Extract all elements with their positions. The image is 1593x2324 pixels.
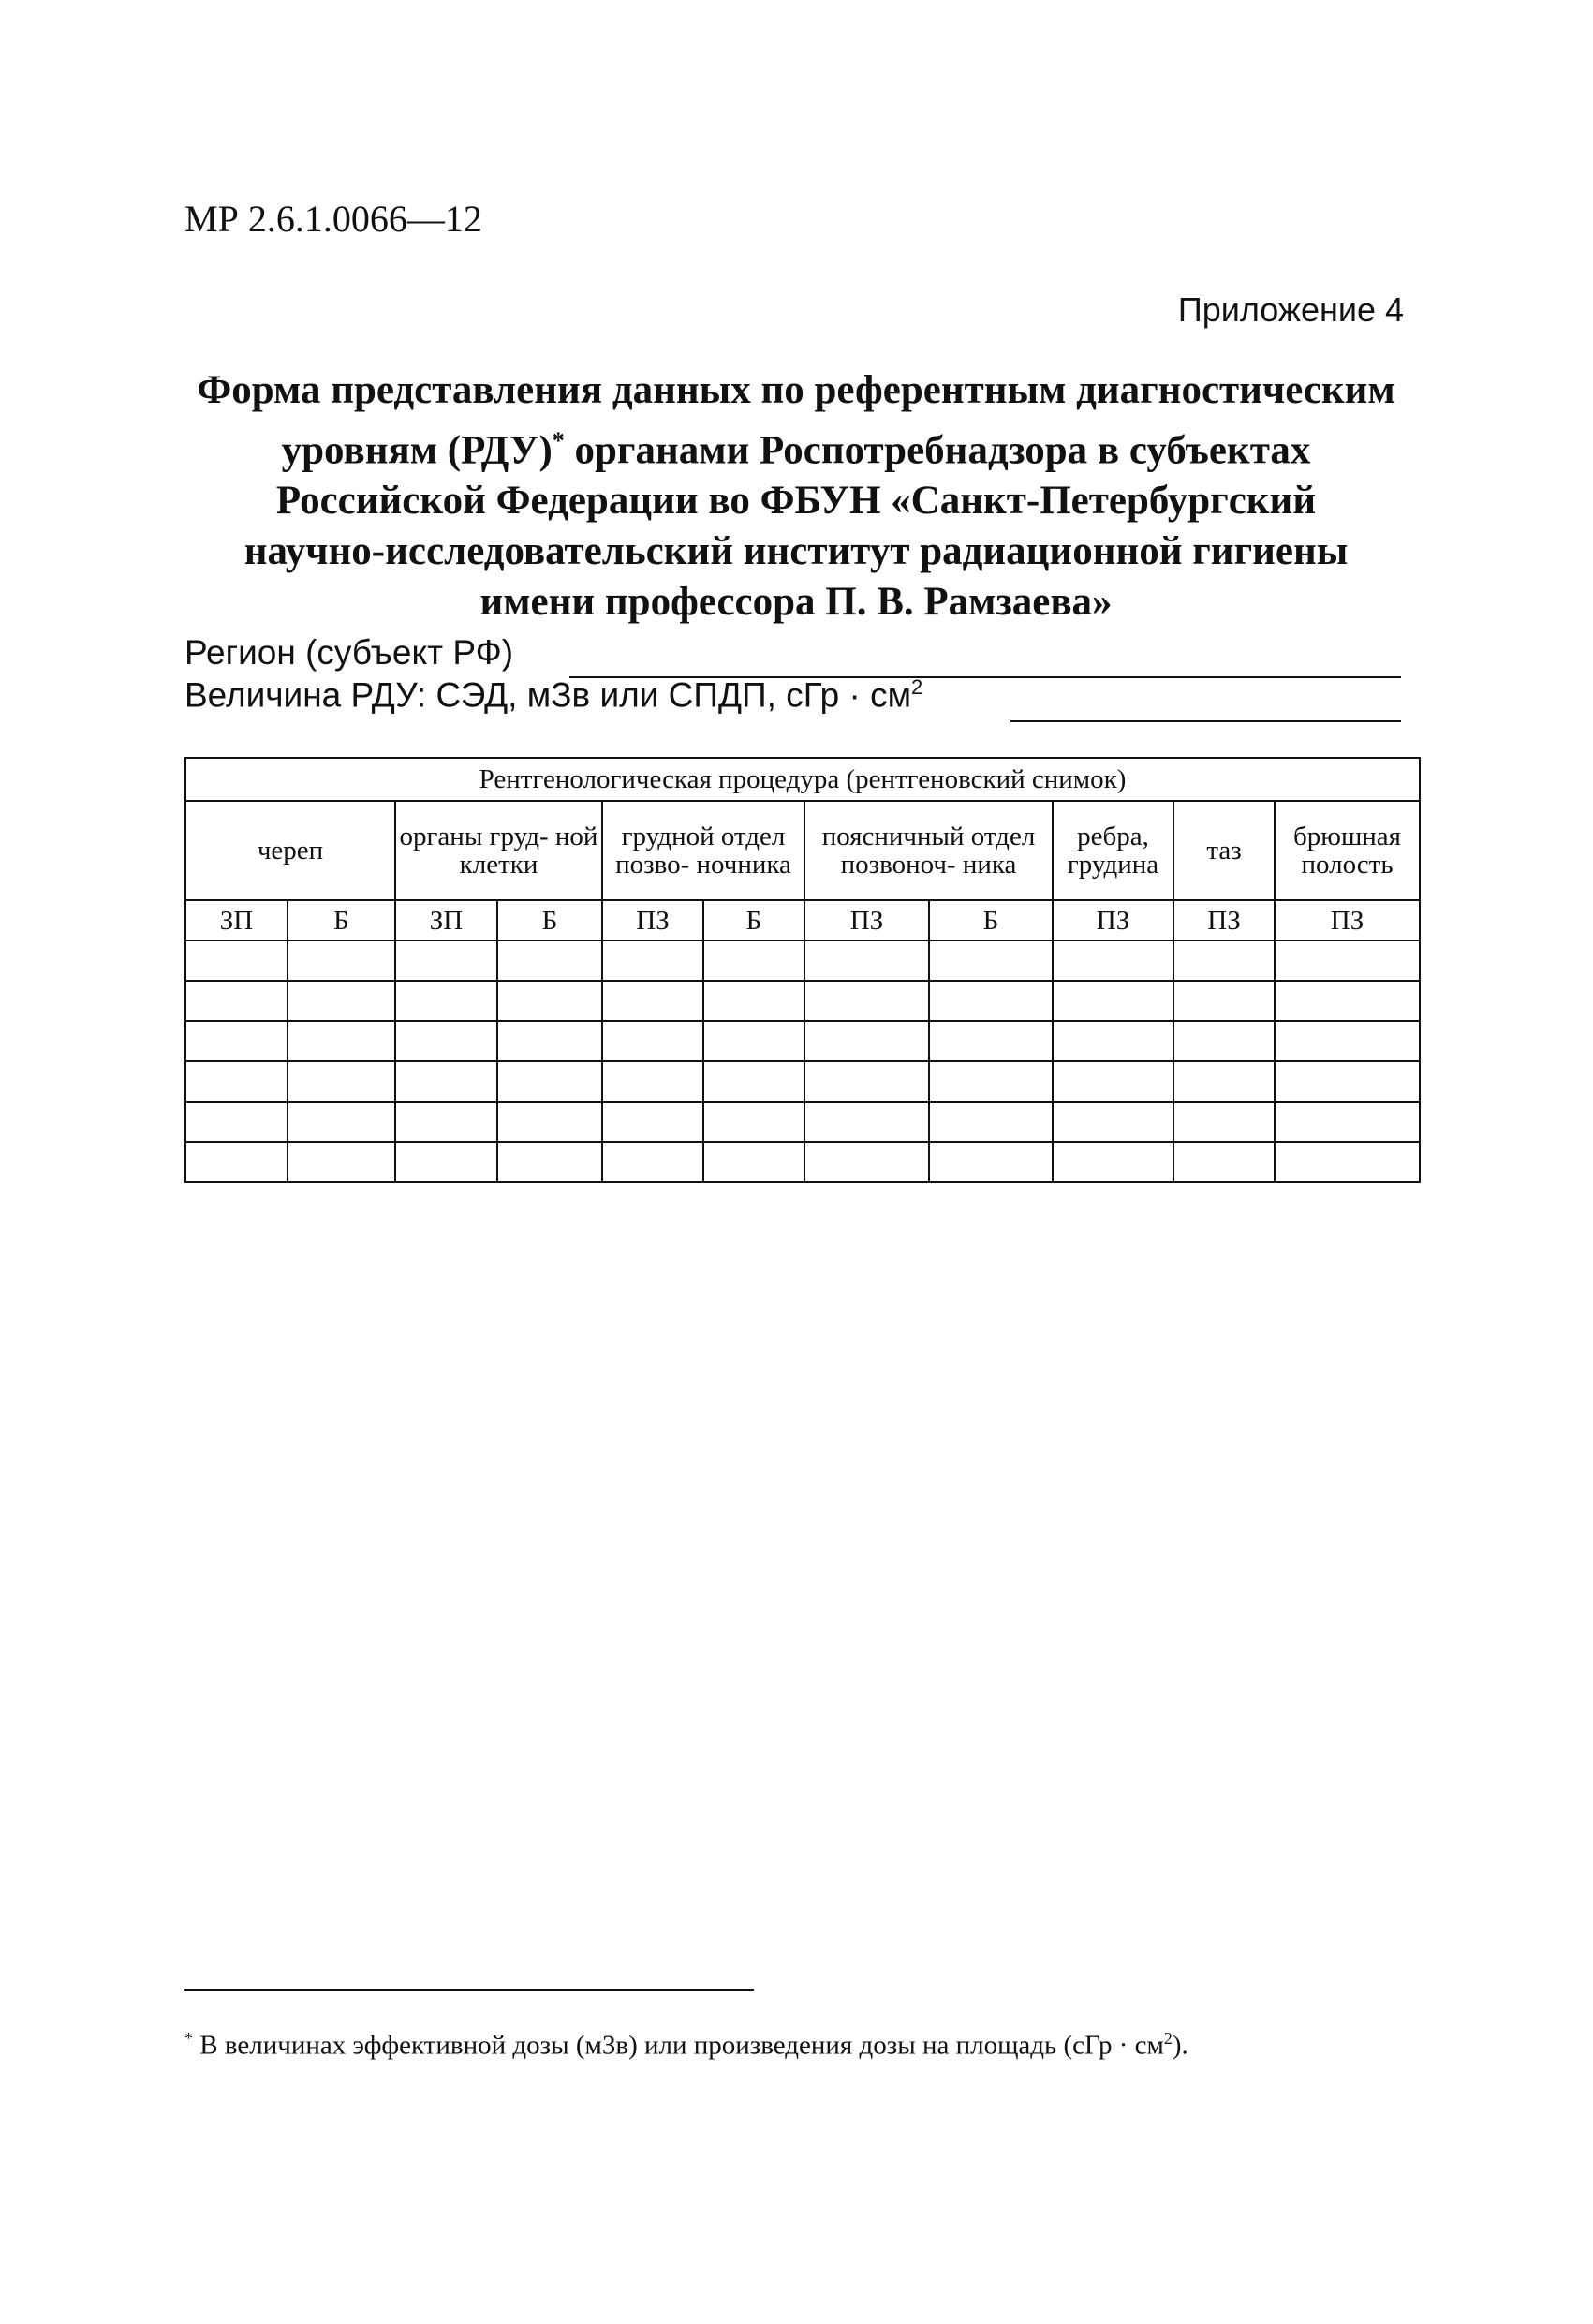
title-line-1: Форма представления данных по референтным диагностическим — [197, 368, 1395, 412]
entry-cell[interactable] — [1275, 1021, 1420, 1061]
entry-cell[interactable] — [288, 1021, 395, 1061]
entry-cell[interactable] — [929, 1021, 1053, 1061]
table-row — [185, 1102, 1420, 1142]
entry-cell[interactable] — [929, 1061, 1053, 1102]
table-row — [185, 940, 1420, 981]
entry-cell[interactable] — [602, 1102, 703, 1142]
projection-cell: ПЗ — [602, 900, 703, 940]
document-code: МР 2.6.1.0066—12 — [184, 198, 482, 240]
entry-cell[interactable] — [602, 1021, 703, 1061]
entry-cell[interactable] — [1173, 1142, 1275, 1182]
category-cell: таз — [1173, 801, 1275, 900]
entry-cell[interactable] — [703, 1102, 804, 1142]
projection-cell: ПЗ — [1275, 900, 1420, 940]
footnote-sup: 2 — [1163, 2029, 1173, 2048]
entry-cell[interactable] — [804, 1102, 929, 1142]
entry-cell[interactable] — [395, 1102, 497, 1142]
entry-cell[interactable] — [602, 940, 703, 981]
projection-row — [185, 900, 1420, 940]
entry-cell[interactable] — [395, 1021, 497, 1061]
title-line-2 — [169, 416, 1423, 476]
entry-cell[interactable] — [929, 1102, 1053, 1142]
category-cell: брюшная полость — [1275, 801, 1420, 900]
entry-cell[interactable] — [1275, 1061, 1420, 1102]
entry-cell[interactable] — [1275, 1102, 1420, 1142]
entry-cell[interactable] — [929, 940, 1053, 981]
entry-cell[interactable] — [497, 940, 602, 981]
table-header-cell: Рентгенологическая процедура (рентгеновский снимок) — [185, 758, 1420, 801]
entry-cell[interactable] — [185, 1061, 288, 1102]
entry-cell[interactable] — [1053, 1021, 1173, 1061]
entry-cell[interactable] — [602, 1142, 703, 1182]
entry-cell[interactable] — [497, 1142, 602, 1182]
entry-cell[interactable] — [929, 981, 1053, 1021]
entry-cell[interactable] — [703, 940, 804, 981]
entry-cell[interactable] — [395, 1061, 497, 1102]
entry-cell[interactable] — [929, 1142, 1053, 1182]
projection-cell: ПЗ — [1053, 900, 1173, 940]
rdu-label-text: Величина РДУ: СЭД, мЗв или СПДП, сГр · см — [184, 675, 912, 715]
category-cell: ребра, грудина — [1053, 801, 1173, 900]
entry-cell[interactable] — [288, 940, 395, 981]
projection-cell: Б — [929, 900, 1053, 940]
entry-cell[interactable] — [1053, 1102, 1173, 1142]
entry-cell[interactable] — [1173, 1061, 1275, 1102]
entry-cell[interactable] — [395, 1142, 497, 1182]
category-row — [185, 801, 1420, 900]
entry-cell[interactable] — [185, 1021, 288, 1061]
projection-cell: Б — [497, 900, 602, 940]
form-title — [169, 365, 1423, 628]
entry-cell[interactable] — [288, 1061, 395, 1102]
footnote-rule — [184, 1989, 754, 1991]
projection-cell: ЗП — [185, 900, 288, 940]
entry-cell[interactable] — [497, 981, 602, 1021]
category-cell: череп — [185, 801, 395, 900]
rdu-label — [184, 675, 922, 715]
projection-cell: Б — [703, 900, 804, 940]
entry-cell[interactable] — [1173, 981, 1275, 1021]
table-row — [185, 981, 1420, 1021]
footnote-mark: * — [184, 2029, 193, 2048]
entry-cell[interactable] — [1275, 940, 1420, 981]
title-line-3: Российской Федерации во ФБУН «Санкт-Петербургский — [275, 479, 1317, 524]
procedure-table — [184, 757, 1421, 1183]
footnote-text: В величинах эффективной дозы (мЗв) или произведения дозы на площадь (сГр · см — [193, 2030, 1164, 2061]
rdu-label-sup: 2 — [911, 675, 923, 699]
table-body — [185, 758, 1420, 1182]
entry-cell[interactable] — [497, 1061, 602, 1102]
projection-cell: ПЗ — [1173, 900, 1275, 940]
appendix-label: Приложение 4 — [1177, 290, 1404, 329]
entry-cell[interactable] — [1053, 1142, 1173, 1182]
entry-cell[interactable] — [288, 981, 395, 1021]
projection-cell: ЗП — [395, 900, 497, 940]
entry-cell[interactable] — [804, 940, 929, 981]
entry-cell[interactable] — [497, 1102, 602, 1142]
entry-cell[interactable] — [602, 1061, 703, 1102]
category-cell: грудной отдел позво- ночника — [602, 801, 804, 900]
title-line-2-b: органами Роспотребнадзора в субъектах — [564, 428, 1311, 473]
category-cell: органы груд- ной клетки — [395, 801, 602, 900]
projection-cell: ПЗ — [804, 900, 929, 940]
entry-cell[interactable] — [185, 1102, 288, 1142]
entry-cell[interactable] — [1275, 981, 1420, 1021]
projection-cell: Б — [288, 900, 395, 940]
entry-cell[interactable] — [1053, 940, 1173, 981]
entry-cell[interactable] — [1053, 1061, 1173, 1102]
entry-cell[interactable] — [1173, 1102, 1275, 1142]
footnote — [184, 2029, 1188, 2062]
entry-cell[interactable] — [1173, 1021, 1275, 1061]
title-line-2-a: уровням (РДУ) — [281, 428, 553, 473]
entry-cell[interactable] — [185, 1142, 288, 1182]
entry-cell[interactable] — [804, 1142, 929, 1182]
table-row — [185, 1142, 1420, 1182]
entry-cell[interactable] — [1173, 940, 1275, 981]
entry-cell[interactable] — [288, 1142, 395, 1182]
entry-cell[interactable] — [395, 981, 497, 1021]
entry-cell[interactable] — [1275, 1142, 1420, 1182]
entry-cell[interactable] — [804, 1021, 929, 1061]
entry-cell[interactable] — [804, 981, 929, 1021]
entry-cell[interactable] — [703, 981, 804, 1021]
title-line-5: имени профессора П. В. Рамзаева» — [479, 580, 1113, 625]
entry-cell[interactable] — [497, 1021, 602, 1061]
table-header-row — [185, 758, 1420, 801]
rdu-fill-line[interactable] — [1010, 720, 1401, 722]
table-row — [185, 1021, 1420, 1061]
entry-cell[interactable] — [703, 1061, 804, 1102]
entry-cell[interactable] — [185, 940, 288, 981]
category-cell: поясничный отдел позвоноч- ника — [804, 801, 1053, 900]
entry-cell[interactable] — [804, 1061, 929, 1102]
entry-cell[interactable] — [1053, 981, 1173, 1021]
entry-cell[interactable] — [395, 940, 497, 981]
region-label: Регион (субъект РФ) — [184, 633, 514, 672]
entry-cell[interactable] — [703, 1021, 804, 1061]
entry-cell[interactable] — [288, 1102, 395, 1142]
title-footnote-mark: * — [552, 427, 565, 454]
entry-cell[interactable] — [703, 1142, 804, 1182]
footnote-tail: ). — [1172, 2030, 1188, 2061]
title-line-4: научно-исследовательский институт радиационной гигиены — [243, 529, 1349, 574]
entry-cell[interactable] — [602, 981, 703, 1021]
entry-cell[interactable] — [185, 981, 288, 1021]
table-row — [185, 1061, 1420, 1102]
